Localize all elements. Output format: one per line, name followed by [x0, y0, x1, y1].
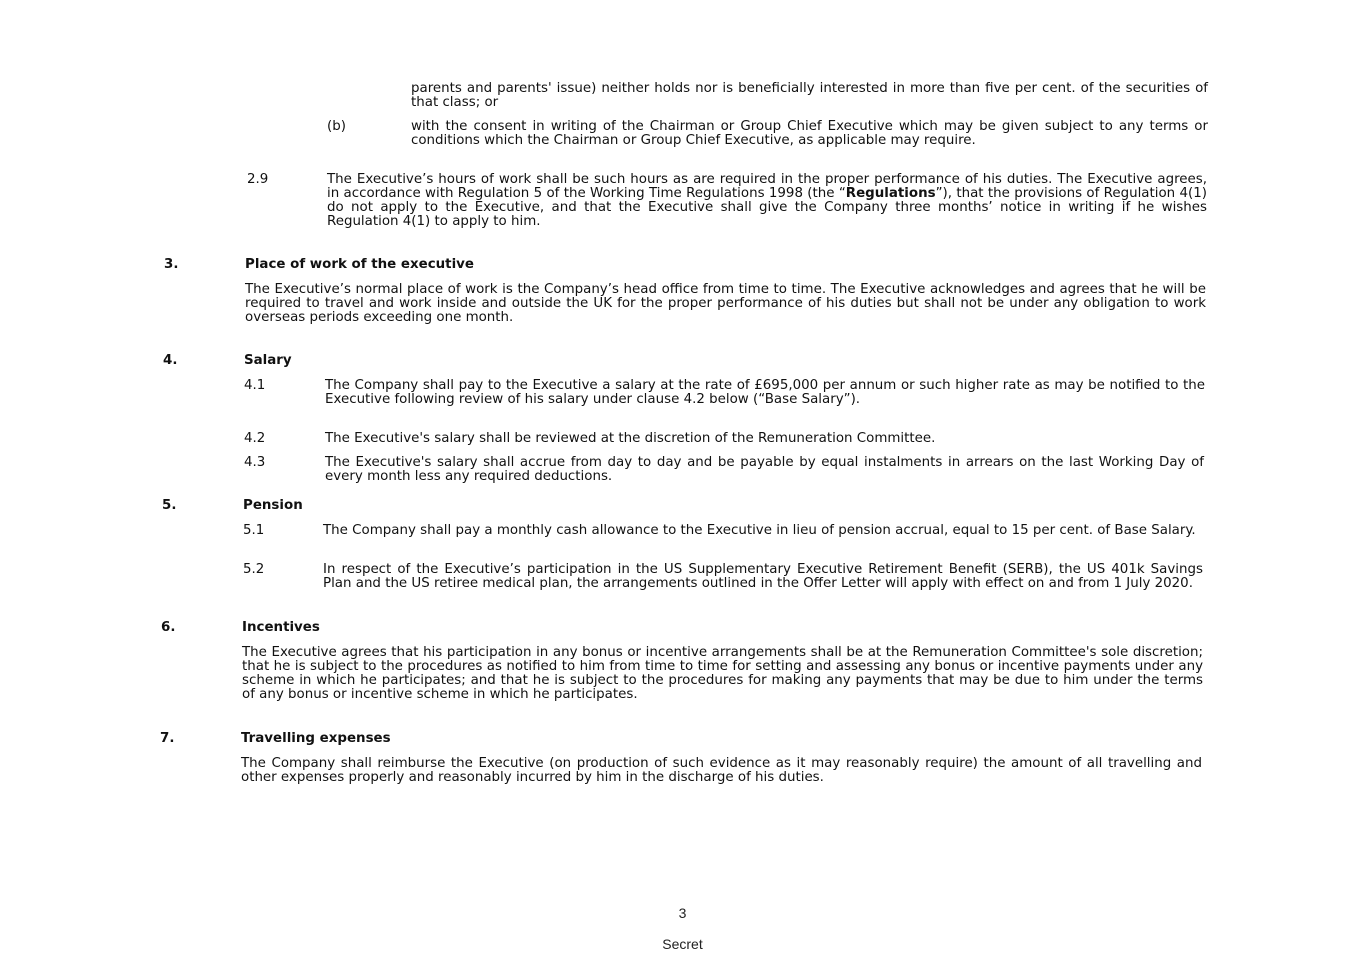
section-7-number: 7. [160, 731, 175, 746]
clause-2-8-a-continuation: parents and parents' issue) neither holds nor is beneficially interested in more than five per cent. of the securities of that class; or [411, 81, 1208, 110]
section-7-title: Travelling expenses [241, 731, 391, 746]
page-number: 3 [678, 905, 687, 921]
section-3-body: The Executive’s normal place of work is the Company’s head office from time to time. The Executive acknowledges and agrees that he will be required to travel and work inside and outside the UK for the proper performance of his duties but shall not be under any obligation to work overseas periods exceeding one month. [245, 282, 1206, 325]
clause-5-1-text: The Company shall pay a monthly cash allowance to the Executive in lieu of pension accrual, equal to 15 per cent. of Base Salary. [323, 523, 1196, 538]
section-6-number: 6. [161, 620, 176, 635]
section-3-title: Place of work of the executive [245, 257, 474, 272]
clause-2-8-b-text: with the consent in writing of the Chairman or Group Chief Executive which may be given subject to any terms or conditions which the Chairman or Group Chief Executive, as applicable may require. [411, 119, 1208, 148]
section-6-title: Incentives [242, 620, 320, 635]
section-3-number: 3. [164, 257, 179, 272]
section-6-body: The Executive agrees that his participation in any bonus or incentive arrangements shall be at the Remuneration Committee's sole discretion; that he is subject to the procedures as notified to him from time to time for setting and assessing any bonus or incentive payments under any scheme in which he participates; and that he is subject to the procedures for making any payments that may be due to him under the terms of any bonus or incentive scheme in which he participates. [242, 645, 1203, 702]
clause-2-8-b-label: (b) [327, 119, 346, 134]
clause-4-3-text: The Executive's salary shall accrue from day to day and be payable by equal instalments in arrears on the last Working Day of every month less any required deductions. [325, 455, 1204, 484]
clause-4-2-number: 4.2 [244, 431, 266, 446]
section-7-body: The Company shall reimburse the Executive (on production of such evidence as it may reasonably require) the amount of all travelling and other expenses properly and reasonably incurred by him in the discharge of his duties. [241, 756, 1202, 785]
section-4-number: 4. [163, 353, 178, 368]
clause-2-9-text-after: ”), that the provisions of Regulation 4(1) do not apply to the Executive, and that the Executive shall give the Company three months’ notice in writing if he wishes Regulation 4(1) to apply to him. [327, 186, 1207, 229]
clause-5-1-number: 5.1 [243, 523, 265, 538]
clause-2-9-defined-term: Regulations [845, 186, 936, 201]
clause-4-1-text: The Company shall pay to the Executive a salary at the rate of £695,000 per annum or such higher rate as may be notified to the Executive following review of his salary under clause 4.2 below (“Base Salary”). [325, 378, 1205, 407]
clause-5-2-number: 5.2 [243, 562, 265, 577]
section-5-title: Pension [243, 498, 303, 513]
clause-4-2-text: The Executive's salary shall be reviewed at the discretion of the Remuneration Committee. [325, 431, 936, 446]
section-4-title: Salary [244, 353, 292, 368]
clause-5-2-text: In respect of the Executive’s participation in the US Supplementary Executive Retirement Benefit (SERB), the US 401k Savings Plan and the US retiree medical plan, the arrangements outlined in the Offer Letter will apply with effect on and from 1 July 2020. [323, 562, 1203, 591]
clause-2-9-text [327, 173, 1207, 229]
clause-2-9-number: 2.9 [247, 172, 269, 187]
clause-4-1-number: 4.1 [244, 378, 266, 393]
clause-4-3-number: 4.3 [244, 455, 266, 470]
clause-2-9-text-before: The Executive’s hours of work shall be such hours as are required in the proper performance of his duties. The Executive agrees, in accordance with Regulation 5 of the Working Time Regulations 1998 (the “ [327, 172, 1207, 201]
section-5-number: 5. [162, 498, 177, 513]
classification-label: Secret [662, 936, 703, 952]
